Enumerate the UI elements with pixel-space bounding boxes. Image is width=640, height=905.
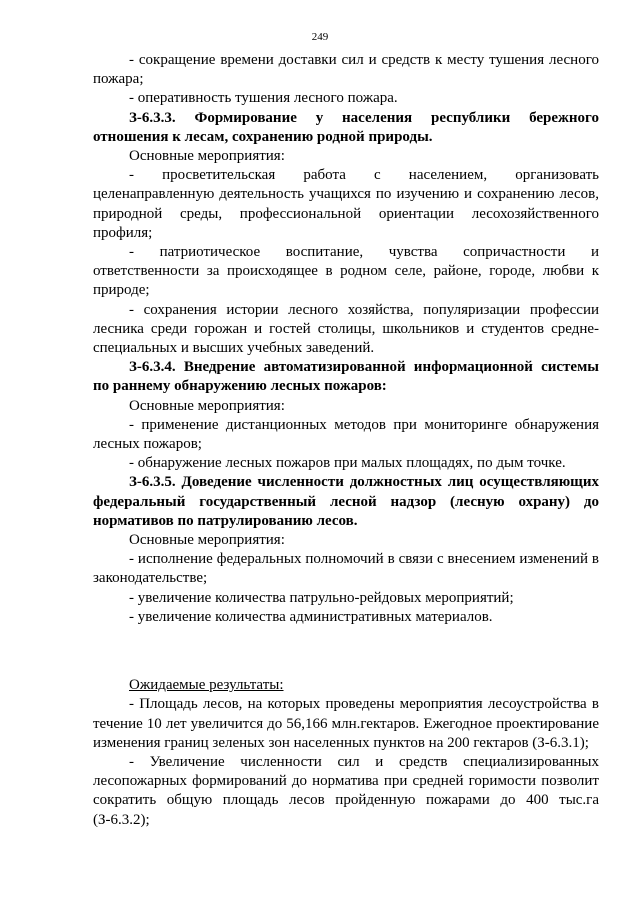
- results-heading: [93, 676, 599, 695]
- list-item: - патриотическое воспитание, чувства сопричастности и ответственности за происходящее в родном селе, районе, городе, любви к природе;: [93, 244, 599, 299]
- list-item: - Площадь лесов, на которых проведены мероприятия лесоустройства в течение 10 лет увеличится до 56,166 млн.гектаров. Ежегодное проектирование изменения границ зеленых зон населенных пунктов на 200 гектаров (З-6.3.1);: [93, 696, 599, 751]
- list-item: - увеличение количества патрульно-рейдовых мероприятий;: [129, 589, 514, 606]
- page-number: 249: [311, 31, 329, 43]
- section-heading: З-6.3.3. Формирование у населения республики бережного отношения к лесам, сохранению родной природы.: [93, 109, 599, 145]
- list-item: - увеличение количества административных материалов.: [129, 608, 493, 625]
- list-item: - обнаружение лесных пожаров при малых площадях, по дым точке.: [129, 455, 566, 472]
- subsection-label: Основные мероприятия:: [129, 148, 285, 165]
- blank-line: [93, 642, 599, 661]
- list-item: - оперативность тушения лесного пожара.: [129, 90, 398, 107]
- results-heading-text: Ожидаемые результаты:: [129, 677, 284, 694]
- section-heading: З-6.3.4. Внедрение автоматизированной информационной системы по раннему обнаружению лесных пожаров:: [93, 359, 599, 395]
- document-body: [93, 51, 599, 830]
- subsection-label: Основные мероприятия:: [129, 397, 285, 414]
- section-heading: З-6.3.5. Доведение численности должностных лиц осуществляющих федеральный государственный лесной надзор (лесную охрану) до нормативов по патрулированию лесов.: [93, 474, 599, 529]
- list-item: - сокращение времени доставки сил и средств к месту тушения лесного пожара;: [93, 52, 599, 88]
- list-item: - Увеличение численности сил и средств специализированных лесопожарных формирований до норматива при средней горимости позволит сократить общую площадь лесов пройденную пожарами до 400 тыс.га (З-6.3.2);: [93, 753, 599, 828]
- list-item: - применение дистанционных методов при мониторинге обнаружения лесных пожаров;: [93, 416, 599, 453]
- list-item: - сохранения истории лесного хозяйства, популяризации профессии лесника среди горожан и гостей столицы, школьников и студентов средне-специальных и высших учебных заведений.: [93, 301, 599, 357]
- list-item: - просветительская работа с населением, организовать целенаправленную деятельность учащихся по изучению и сохранению лесов, природной среды, профессиональной ориентации лесохозяйственного профиля;: [93, 167, 599, 241]
- list-item: - исполнение федеральных полномочий в связи с внесением изменений в законодательстве;: [93, 551, 599, 587]
- subsection-label: Основные мероприятия:: [129, 532, 285, 549]
